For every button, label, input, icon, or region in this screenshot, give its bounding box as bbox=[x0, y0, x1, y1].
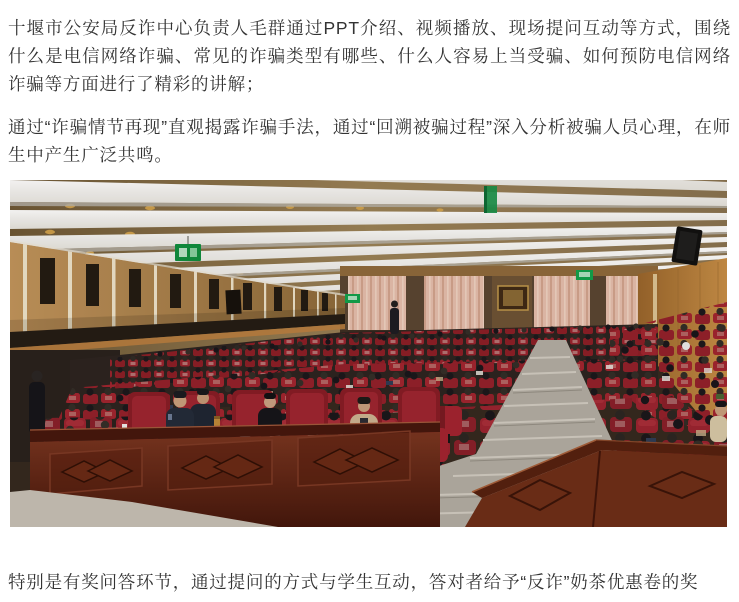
auditorium-photo-art bbox=[10, 180, 727, 527]
paragraph-3: 特别是有奖问答环节，通过提问的方式与学生互动，答对者给予“反诈”奶茶优惠卷的奖 bbox=[8, 572, 699, 592]
paragraph-2: 通过“诈骗情节再现”直观揭露诈骗手法，通过“回溯被骗过程”深入分析被骗人员心理，在师生中产生广泛共鸣。 bbox=[8, 117, 731, 165]
paragraph-1: 十堰市公安局反诈中心负责人毛群通过PPT介绍、视频播放、现场提问互动等方式，围绕什么是电信网络诈骗、常见的诈骗类型有哪些、什么人容易上当受骗、如何预防电信网络诈骗等方面进行了精彩的讲解； bbox=[8, 18, 731, 94]
photo-vignette bbox=[10, 180, 727, 527]
auditorium-photo bbox=[10, 180, 727, 527]
